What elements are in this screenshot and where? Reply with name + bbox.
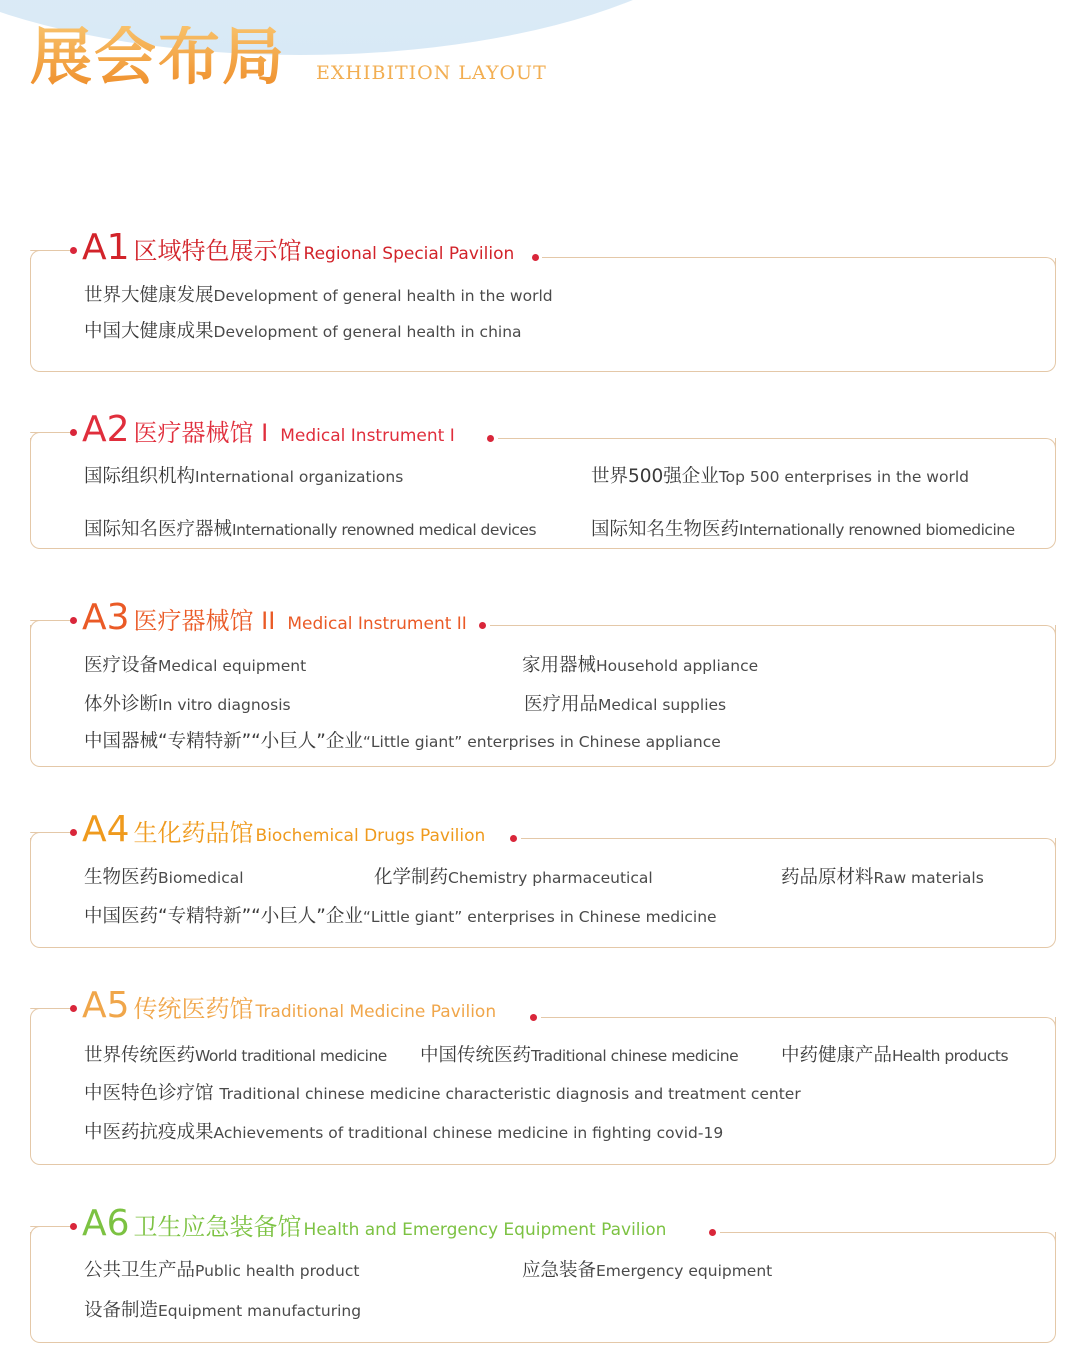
section-code: A2 <box>82 409 130 450</box>
section-title <box>82 809 486 850</box>
list-item: 中国器械“专精特新”“小巨人”企业“Little giant” enterprises in Chinese appliance <box>84 731 721 752</box>
section-title-en: Traditional Medicine Pavilion <box>255 1002 497 1022</box>
list-item: 医疗设备Medical equipment <box>84 655 307 676</box>
page-title-cn: 展会布局 <box>30 20 287 93</box>
list-item: 世界传统医药World traditional medicine <box>84 1045 387 1066</box>
list-item: 中药健康产品Health products <box>781 1045 1009 1066</box>
list-item: 中国传统医药Traditional chinese medicine <box>420 1045 739 1066</box>
page-header <box>30 20 547 93</box>
section-title <box>82 227 515 268</box>
list-item: 中国大健康成果Development of general health in china <box>84 321 522 342</box>
list-item: 生物医药Biomedical <box>84 867 244 888</box>
section-a2 <box>30 409 1056 549</box>
section-code: A3 <box>82 597 130 638</box>
section-title-en: Health and Emergency Equipment Pavilion <box>303 1220 667 1240</box>
list-item: 国际知名医疗器械Internationally renowned medical devices <box>84 519 537 540</box>
section-a1 <box>30 227 1056 372</box>
list-item: 体外诊断In vitro diagnosis <box>84 694 291 715</box>
list-item: 药品原材料Raw materials <box>781 867 984 888</box>
section-title <box>82 1203 667 1244</box>
section-title-cn: 生化药品馆 <box>133 819 254 847</box>
list-item: 国际组织机构International organizations <box>84 466 404 487</box>
section-a3 <box>30 597 1056 767</box>
list-item: 化学制药Chemistry pharmaceutical <box>374 867 653 888</box>
section-title <box>82 409 455 450</box>
section-title-en: Biochemical Drugs Pavilion <box>255 826 486 846</box>
list-item: 应急装备Emergency equipment <box>522 1260 773 1281</box>
section-title-cn: 区域特色展示馆 <box>133 237 302 265</box>
section-code: A6 <box>82 1203 130 1244</box>
list-item: 家用器械Household appliance <box>522 655 759 676</box>
list-item: 公共卫生产品Public health product <box>84 1260 360 1281</box>
section-title-cn: 医疗器械馆 II <box>133 607 276 635</box>
section-code: A4 <box>82 809 130 850</box>
section-title-cn: 传统医药馆 <box>133 995 254 1023</box>
page-title-en: EXHIBITION LAYOUT <box>316 62 547 84</box>
list-item: 国际知名生物医药Internationally renowned biomedicine <box>591 519 1015 540</box>
section-a5 <box>30 985 1056 1165</box>
list-item: 世界大健康发展Development of general health in the world <box>84 285 553 306</box>
list-item: 医疗用品Medical supplies <box>524 694 727 715</box>
list-item: 世界500强企业Top 500 enterprises in the world <box>591 466 969 487</box>
section-title <box>82 985 497 1026</box>
section-title-en: Medical Instrument I <box>280 426 455 446</box>
section-title-cn: 卫生应急装备馆 <box>133 1213 302 1241</box>
section-a6 <box>30 1203 1056 1343</box>
section-title-cn: 医疗器械馆 I <box>133 419 269 447</box>
section-code: A1 <box>82 227 130 268</box>
section-title-en: Medical Instrument II <box>287 614 467 634</box>
section-title <box>82 597 467 638</box>
section-a4 <box>30 809 1056 948</box>
list-item: 中国医药“专精特新”“小巨人”企业“Little giant” enterprises in Chinese medicine <box>84 906 717 927</box>
section-code: A5 <box>82 985 130 1026</box>
list-item: 设备制造Equipment manufacturing <box>84 1300 362 1321</box>
list-item: 中医特色诊疗馆 Traditional chinese medicine characteristic diagnosis and treatment center <box>84 1083 801 1104</box>
section-title-en: Regional Special Pavilion <box>303 244 515 264</box>
list-item: 中医药抗疫成果Achievements of traditional chinese medicine in fighting covid-19 <box>84 1122 724 1143</box>
